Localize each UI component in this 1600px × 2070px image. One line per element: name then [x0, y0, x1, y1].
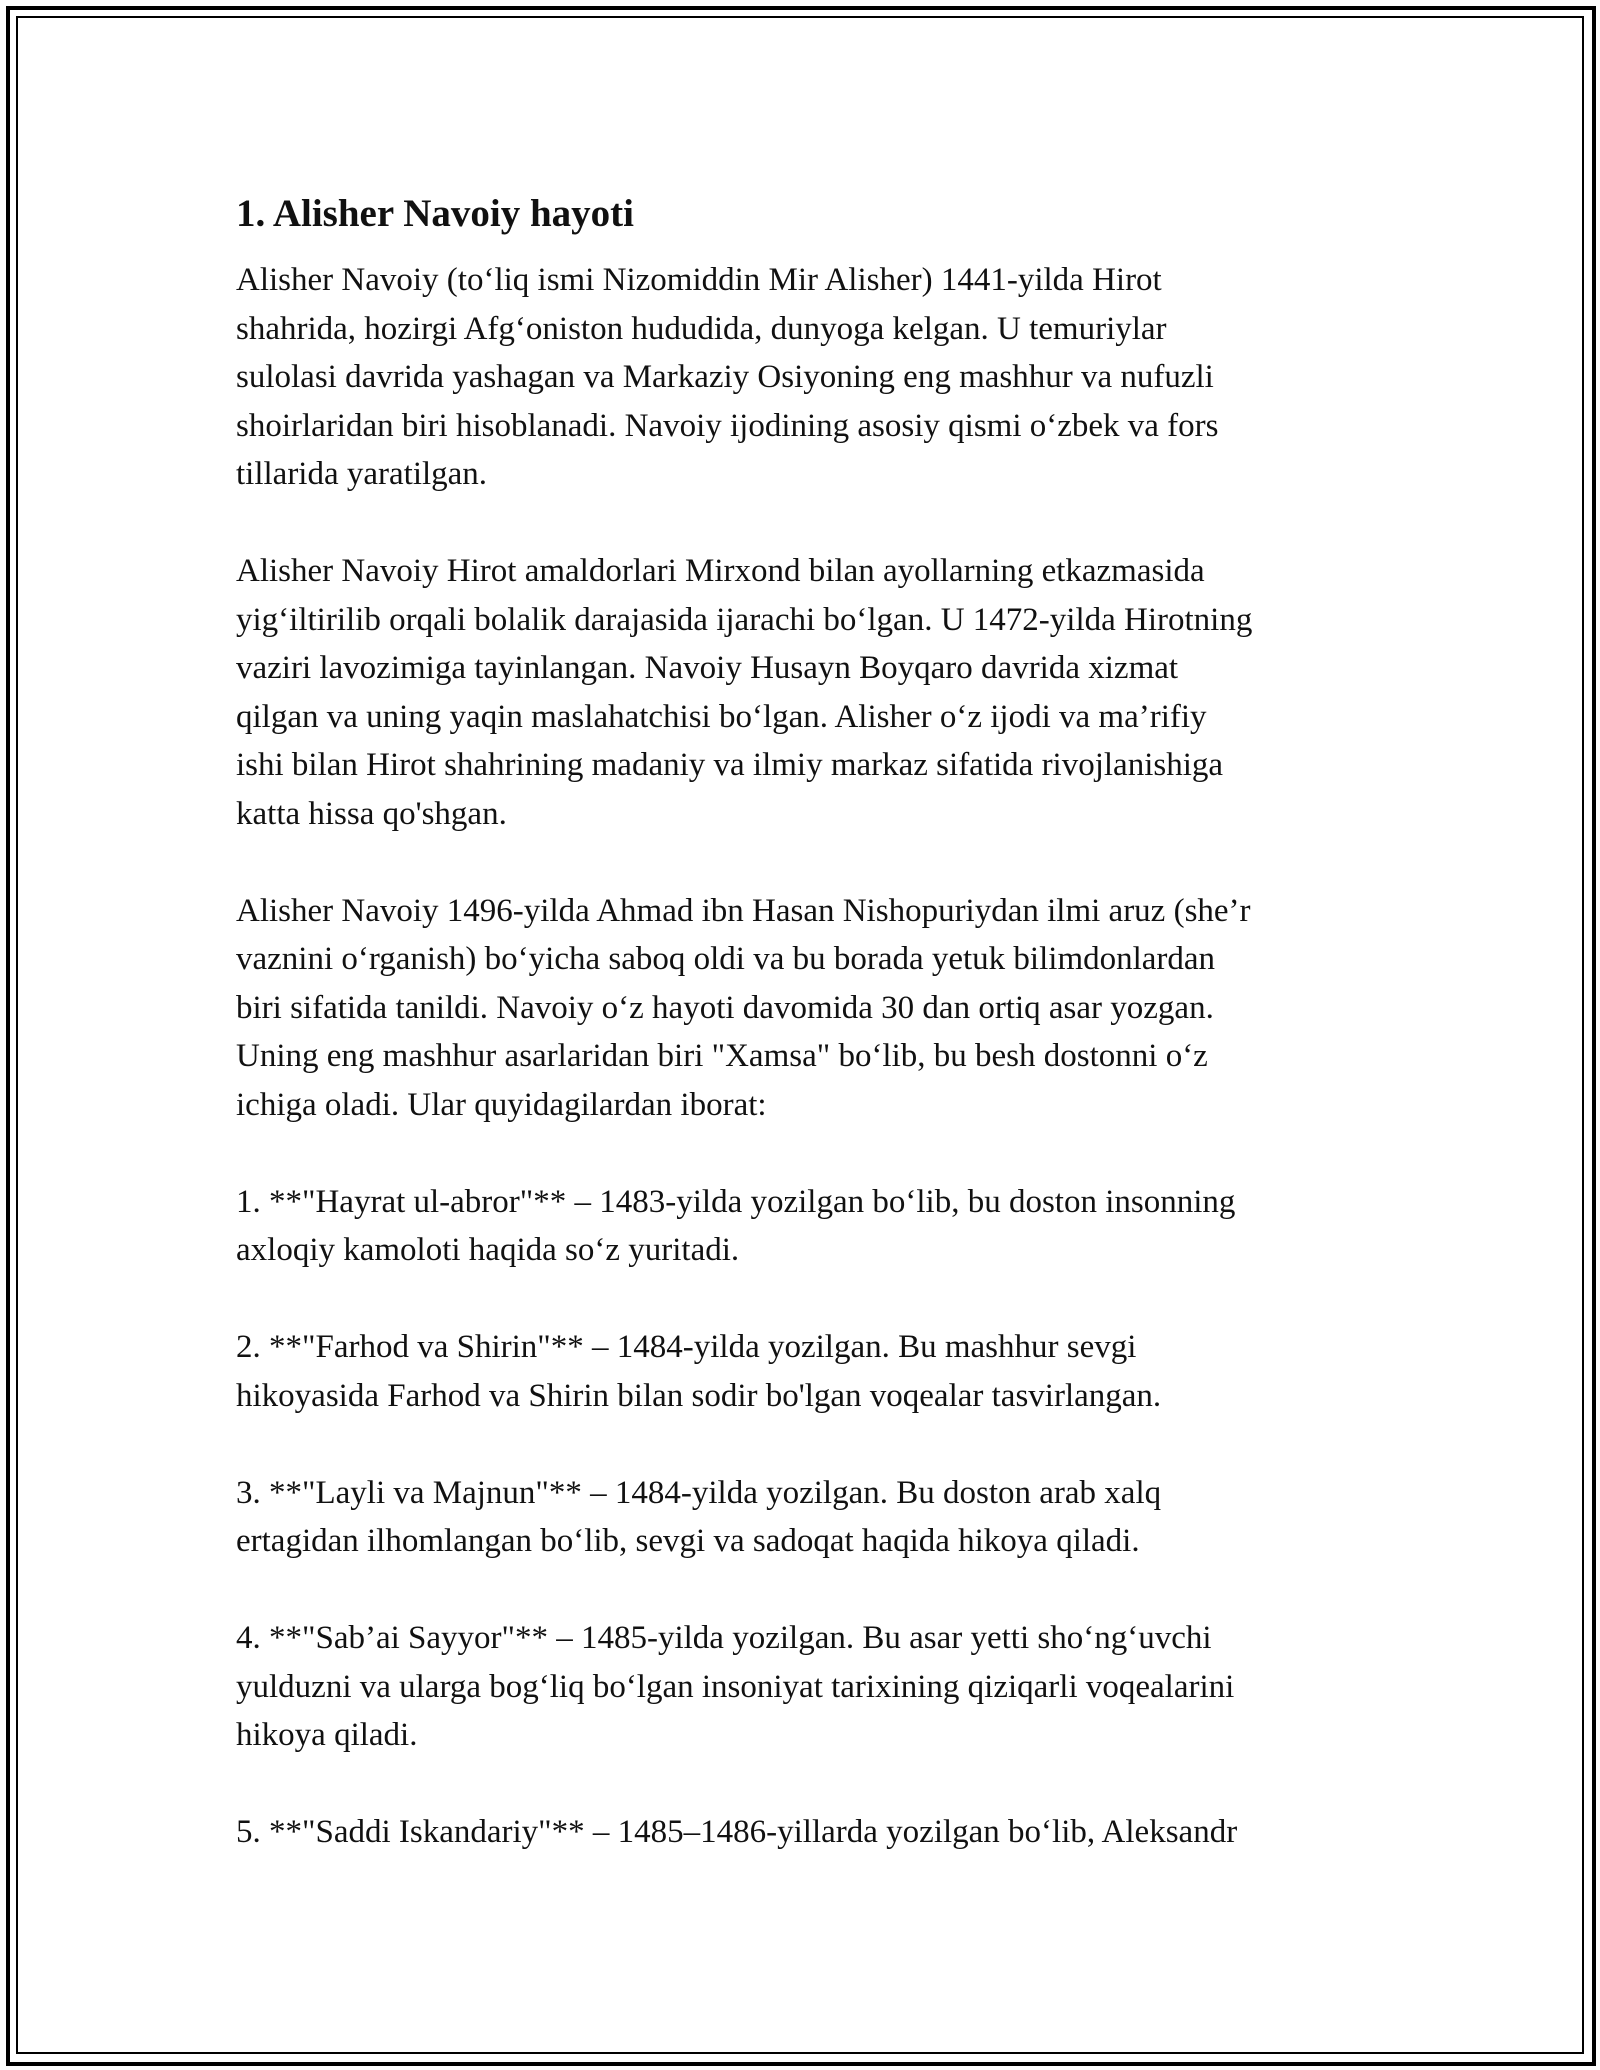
page-title: 1. Alisher Navoiy hayoti — [236, 192, 634, 235]
paragraph-works: Alisher Navoiy 1496-yilda Ahmad ibn Hasan Nishopuriydan ilmi aruz (she’r vaznini o‘rganish) bo‘yicha saboq oldi va bu borada yetuk bilimdonlardan biri sifatida tanildi. Navoiy o‘z hayoti davomida 30 dan ortiq asar yozgan. Uning eng mashhur asarlaridan biri "Xamsa" bo‘lib, bu besh dostonni o‘z ichiga oladi. Ular quyidagilardan iborat: — [236, 892, 1251, 1123]
paragraph-intro: Alisher Navoiy (to‘liq ismi Nizomiddin Mir Alisher) 1441-yilda Hirot shahrida, hozirgi Afg‘oniston hududida, dunyoga kelgan. U temuriylar sulolasi davrida yashagan va Markaziy Osiyoning eng mashhur va nufuzli shoirlaridan biri hisoblanadi. Navoiy ijodining asosiy qismi o‘zbek va fors tillarida yaratilgan. — [236, 262, 1219, 492]
list-item-farhod-va-shirin: 2. **"Farhod va Shirin"** – 1484-yilda yozilgan. Bu mashhur sevgi hikoyasida Farhod va Shirin bilan sodir bo'lgan voqealar tasvirlangan. — [236, 1329, 1162, 1414]
list-item-hayrat-ul-abror: 1. **"Hayrat ul-abror"** – 1483-yilda yozilgan bo‘lib, bu doston insonning axloqiy kamoloti haqida so‘z yuritadi. — [236, 1183, 1236, 1268]
document-body — [236, 186, 1386, 1905]
paragraph-career: Alisher Navoiy Hirot amaldorlari Mirxond bilan ayollarning etkazmasida yig‘iltirilib orqali bolalik darajasida ijarachi bo‘lgan. U 1472-yilda Hirotning vaziri lavozimiga tayinlangan. Navoiy Husayn Boyqaro davrida xizmat qilgan va uning yaqin maslahatchisi bo‘lgan. Alisher o‘z ijodi va ma’rifiy ishi bilan Hirot shahrining madaniy va ilmiy markaz sifatida rivojlanishiga katta hissa qo'shgan. — [236, 553, 1253, 832]
list-item-sabai-sayyor: 4. **"Sab’ai Sayyor"** – 1485-yilda yozilgan. Bu asar yetti sho‘ng‘uvchi yulduzni va ularga bog‘liq bo‘lgan insoniyat tarixining qiziqarli voqealarini hikoya qiladi. — [236, 1620, 1235, 1753]
list-item-saddi-iskandariy: 5. **"Saddi Iskandariy"** – 1485–1486-yillarda yozilgan bo‘lib, Aleksandr — [236, 1814, 1238, 1850]
list-item-layli-va-majnun: 3. **"Layli va Majnun"** – 1484-yilda yozilgan. Bu doston arab xalq ertagidan ilhomlangan bo‘lib, sevgi va sadoqat haqida hikoya qiladi. — [236, 1474, 1162, 1559]
